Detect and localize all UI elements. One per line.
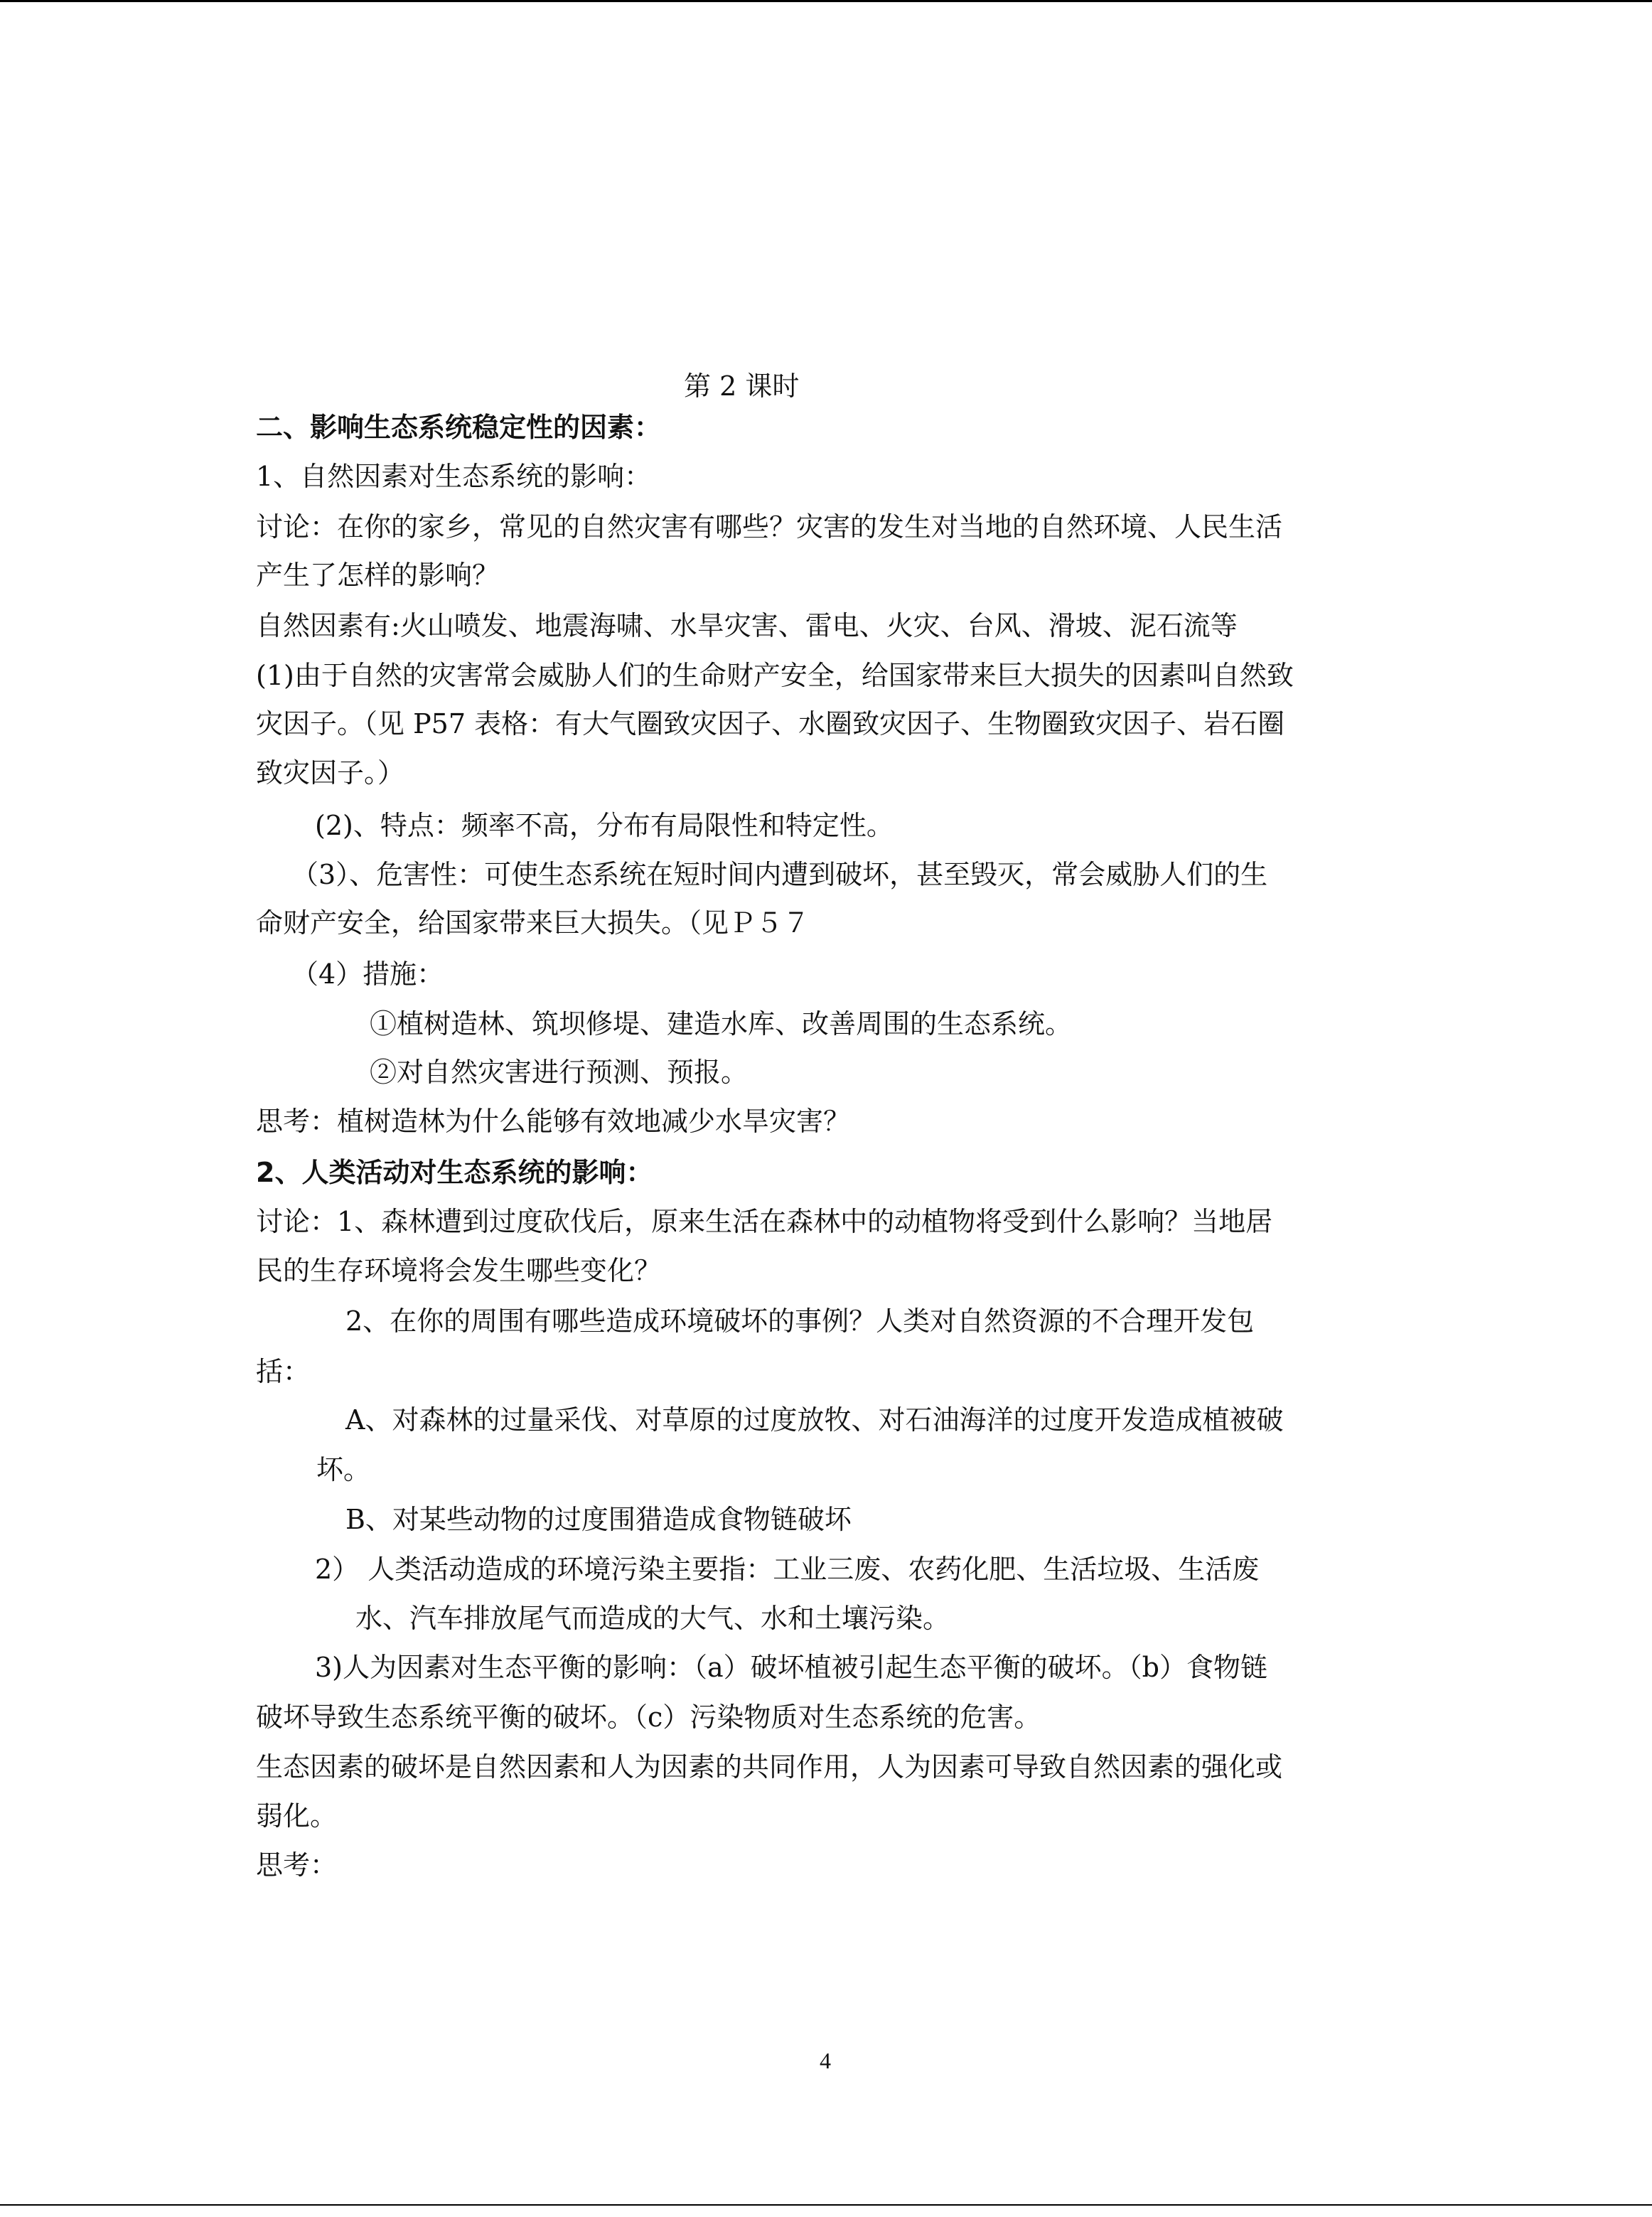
text-line: 讨论：1、森林遭到过度砍伐后，原来生活在森林中的动植物将受到什么影响？当地居 — [256, 1206, 1273, 1237]
text-line: 2） 人类活动造成的环境污染主要指：工业三废、农药化肥、生活垃圾、生活废 — [315, 1554, 1260, 1585]
text-line: 思考：植树造林为什么能够有效地减少水旱灾害？ — [256, 1106, 851, 1137]
page-title: 第 2 课时 — [684, 370, 800, 402]
text-line: 致灾因子。） — [256, 757, 405, 789]
text-line: 灾因子。（见 P57 表格：有大气圈致灾因子、水圈致灾因子、生物圈致灾因子、岩石圈 — [256, 708, 1285, 739]
text-line: 水、汽车排放尾气而造成的大气、水和土壤污染。 — [355, 1603, 950, 1634]
text-line: 坏。 — [316, 1454, 371, 1485]
section-heading: 2、人类活动对生态系统的影响： — [256, 1157, 653, 1188]
text-line: 自然因素有:火山喷发、地震海啸、水旱灾害、雷电、火灾、台风、滑坡、泥石流等 — [256, 610, 1238, 641]
top-border-line — [0, 0, 1652, 2]
text-line: (1)由于自然的灾害常会威胁人们的生命财产安全，给国家带来巨大损失的因素叫自然致 — [256, 660, 1294, 691]
text-line: （4）措施： — [291, 958, 444, 990]
text-line: ②对自然灾害进行预测、预报。 — [370, 1057, 749, 1088]
bottom-border-line — [0, 2204, 1652, 2206]
text-line: 民的生存环境将会发生哪些变化？ — [256, 1255, 662, 1286]
text-line: A、对森林的过量采伐、对草原的过度放牧、对石油海洋的过度开发造成植被破 — [345, 1404, 1284, 1436]
text-line: 1、自然因素对生态系统的影响： — [256, 461, 652, 492]
text-line: ①植树造林、筑坝修堤、建造水库、改善周围的生态系统。 — [370, 1008, 1073, 1040]
text-line: 括： — [256, 1356, 311, 1387]
text-line: 讨论：在你的家乡，常见的自然灾害有哪些？灾害的发生对当地的自然环境、人民生活 — [256, 511, 1283, 543]
text-line: （3）、危害性：可使生态系统在短时间内遭到破坏，甚至毁灭，常会威胁人们的生 — [291, 859, 1268, 890]
text-line: 产生了怎样的影响？ — [256, 560, 500, 591]
text-line: (2)、特点：频率不高，分布有局限性和特定性。 — [315, 810, 894, 841]
text-line: 命财产安全，给国家带来巨大损失。（见Ｐ５７ — [256, 907, 810, 939]
text-line: 2、在你的周围有哪些造成环境破坏的事例？人类对自然资源的不合理开发包 — [345, 1305, 1255, 1337]
text-line: 破坏导致生态系统平衡的破坏。（c）污染物质对生态系统的危害。 — [256, 1702, 1041, 1733]
text-line: 3)人为因素对生态平衡的影响：（a）破坏植被引起生态平衡的破坏。（b）食物链 — [315, 1652, 1267, 1683]
text-line: B、对某些动物的过度围猎造成食物链破坏 — [345, 1504, 852, 1535]
page-number: 4 — [820, 2048, 831, 2073]
text-line: 思考： — [256, 1849, 338, 1881]
text-line: 生态因素的破坏是自然因素和人为因素的共同作用，人为因素可导致自然因素的强化或 — [256, 1751, 1283, 1783]
section-heading: 二、影响生态系统稳定性的因素： — [256, 412, 662, 443]
text-line: 弱化。 — [256, 1800, 338, 1832]
